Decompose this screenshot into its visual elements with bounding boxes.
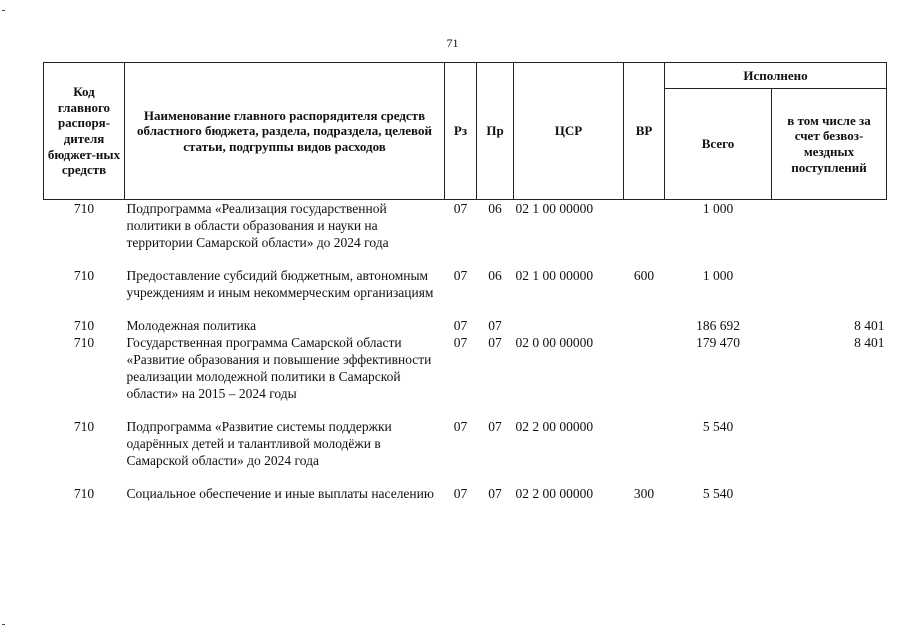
cell-vr xyxy=(624,200,665,252)
cell-free: 8 401 xyxy=(854,335,885,350)
cell-csr xyxy=(514,317,624,334)
cell-code: 710 xyxy=(73,486,95,501)
header-csr: ЦСР xyxy=(514,63,624,200)
cell-total: 1 000 xyxy=(702,201,734,216)
cell-csr: 02 1 00 00000 xyxy=(515,268,594,283)
cell-name: Государственная программа Самарской области «Развитие образования и повышение эффективности реализации молодежной политики в Самарской области» на 2015 – 2024 годы xyxy=(126,335,432,401)
cell-rz: 07 xyxy=(453,486,468,501)
cell-vr xyxy=(624,334,665,402)
budget-execution-table xyxy=(43,62,887,502)
header-pr: Пр xyxy=(477,63,514,200)
cell-free xyxy=(772,418,887,469)
cell-csr: 02 2 00 00000 xyxy=(515,486,594,501)
table-row xyxy=(44,485,887,502)
cell-pr: 06 xyxy=(488,201,502,216)
cell-name: Подпрограмма «Реализация государственной политики в области образования и науки на территории Самарской области» до 2024 года xyxy=(126,201,389,250)
cell-code: 710 xyxy=(73,201,95,216)
cell-name: Социальное обеспечение и иные выплаты населению xyxy=(126,486,434,501)
cell-csr: 02 2 00 00000 xyxy=(515,419,594,434)
cell-rz: 07 xyxy=(453,335,468,350)
cell-vr xyxy=(624,317,665,334)
cell-free: 8 401 xyxy=(854,318,885,333)
header-rz: Рз xyxy=(445,63,477,200)
cell-rz: 07 xyxy=(453,201,468,216)
cell-name: Предоставление субсидий бюджетным, автономным учреждениям и иным некоммерческим организациям xyxy=(126,268,434,300)
header-vr: ВР xyxy=(624,63,665,200)
cell-vr: 300 xyxy=(633,486,655,501)
cell-code: 710 xyxy=(73,419,95,434)
header-free: в том числе за счет безвоз-мездных поступлений xyxy=(772,89,887,200)
cell-csr: 02 1 00 00000 xyxy=(515,201,594,216)
cell-total: 1 000 xyxy=(702,268,734,283)
cell-vr: 600 xyxy=(633,268,655,283)
header-executed: Исполнено xyxy=(665,63,887,89)
cell-code: 710 xyxy=(73,268,95,283)
cell-total: 179 470 xyxy=(696,335,740,350)
header-code: Код главного распоря-дителя бюджет-ных средств xyxy=(44,63,125,200)
cell-code: 710 xyxy=(73,335,95,350)
cell-total: 186 692 xyxy=(696,318,740,333)
cell-pr: 07 xyxy=(488,419,502,434)
cell-pr: 07 xyxy=(488,486,502,501)
cell-total: 5 540 xyxy=(702,419,734,434)
cell-free xyxy=(772,485,887,502)
scan-speck xyxy=(2,10,5,11)
header-name: Наименование главного распорядителя средств областного бюджета, раздела, подраздела, целевой статьи, подгруппы видов расходов xyxy=(125,63,445,200)
cell-pr: 07 xyxy=(488,318,502,333)
cell-total: 5 540 xyxy=(702,486,734,501)
table-row xyxy=(44,418,887,469)
table-row xyxy=(44,267,887,301)
cell-name: Подпрограмма «Развитие системы поддержки одарённых детей и талантливой молодёжи в Самарской области» до 2024 года xyxy=(126,419,392,468)
cell-pr: 06 xyxy=(488,268,502,283)
scan-speck xyxy=(2,624,5,625)
header-total: Всего xyxy=(665,89,772,200)
table-header xyxy=(44,63,887,200)
table-row xyxy=(44,317,887,334)
cell-csr: 02 0 00 00000 xyxy=(515,335,594,350)
cell-name: Молодежная политика xyxy=(126,318,257,333)
cell-free xyxy=(772,200,887,252)
cell-rz: 07 xyxy=(453,318,468,333)
cell-rz: 07 xyxy=(453,419,468,434)
cell-vr xyxy=(624,418,665,469)
table-row xyxy=(44,334,887,402)
cell-rz: 07 xyxy=(453,268,468,283)
page-number: 71 xyxy=(446,36,459,50)
table-row xyxy=(44,200,887,252)
cell-pr: 07 xyxy=(488,335,502,350)
cell-free xyxy=(772,267,887,301)
cell-code: 710 xyxy=(73,318,95,333)
